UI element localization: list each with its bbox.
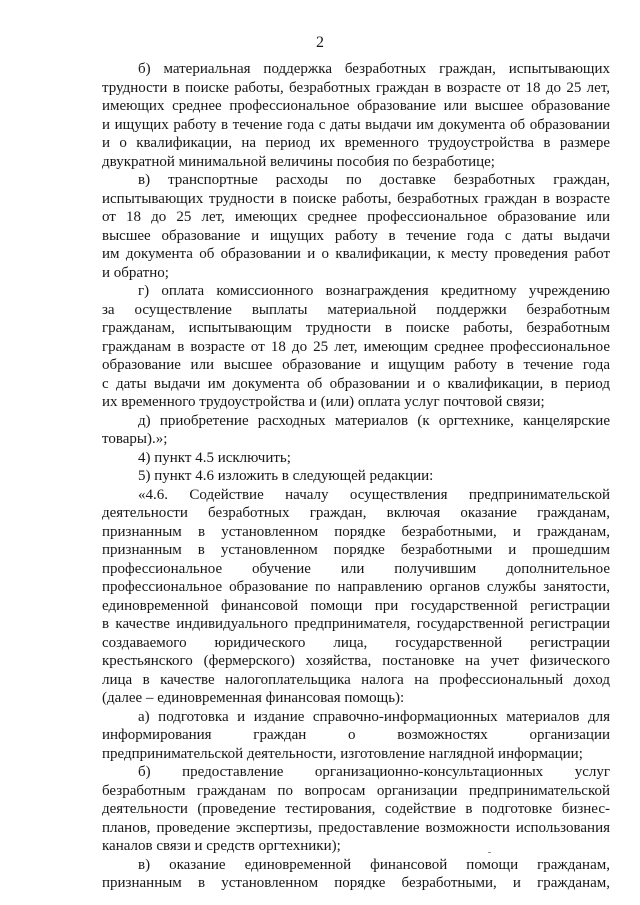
text-line: признанным в установленном порядке безработными и прошедшим [102,542,610,558]
text-line: «4.6. Содействие началу осуществления предпринимательской [138,486,610,503]
scan-speck [488,852,491,853]
text-line: д) приобретение расходных материалов (к оргтехнике, канцелярские [138,412,610,429]
text-line: и ищущих работу в течение года с даты выдачи им документа об образовании [102,116,610,133]
text-line: их временного трудоустройства и (или) оплата услуг почтовой связи; [102,394,545,410]
document-body [102,60,610,893]
text-line: имеющих среднее профессиональное образование или высшее образование [102,98,610,114]
text-line: с даты выдачи им документа об образовании и о квалификации, в период [102,375,610,392]
text-line: деятельности (проведение тестирования, содействие в подготовке бизнес- [102,801,610,817]
text-line: признанным в установленном порядке безработными, и гражданам, [102,523,610,540]
text-line: предпринимательской деятельности, изготовление наглядной информации; [102,745,583,762]
text-line: каналов связи и средств оргтехники); [102,838,341,854]
text-line: за осуществление выплаты материальной поддержки безработным [102,301,610,318]
text-line: гражданам в возрасте от 18 до 25 лет, имеющим среднее профессиональное [102,338,610,355]
text-line: а) подготовка и издание справочно-информационных материалов для [138,708,610,725]
text-line: в) транспортные расходы по доставке безработных граждан, [138,172,610,188]
text-line: признанным в установленном порядке безработными, и гражданам, [102,875,610,891]
text-line: в качестве индивидуального предпринимателя, государственной регистрации [102,616,610,632]
text-line: г) оплата комиссионного вознаграждения кредитному учреждению [138,283,610,299]
text-line: создаваемого юридического лица, государственной регистрации [102,634,610,651]
text-line: информирования граждан о возможностях организации [102,727,610,743]
page-number: 2 [316,34,324,51]
text-line: от 18 до 25 лет, имеющих среднее профессиональное образование или [102,209,610,225]
text-line: безработным гражданам по вопросам организации предпринимательской [102,782,610,799]
text-line: б) материальная поддержка безработных граждан, испытывающих [138,61,610,77]
text-line: 5) пункт 4.6 изложить в следующей редакции: [138,468,434,484]
text-line: высшее образование и ищущих работу в течение года с даты выдачи [102,227,610,244]
text-line: лица в качестве налогоплательщика налога на профессиональный доход [102,671,610,688]
text-line: испытывающих трудности в поиске работы, безработных граждан в возрасте [102,190,610,207]
text-line: трудности в поиске работы, безработных граждан в возрасте от 18 до 25 лет, [102,79,610,96]
text-line: единовременной финансовой помощи при государственной регистрации [102,597,610,614]
text-line: планов, проведение экспертизы, предоставление возможности использования [102,819,610,836]
text-line: образование или высшее образование и ищущим работу в течение года [102,357,610,373]
text-line: и обратно; [102,264,169,281]
text-line: товары).»; [102,431,168,447]
text-line: и о квалификации, на период их временного трудоустройства в размере [102,135,610,151]
text-line: 4) пункт 4.5 исключить; [138,449,291,466]
text-line: в) оказание единовременной финансовой помощи гражданам, [138,856,610,873]
text-line: (далее – единовременная финансовая помощь): [102,690,405,706]
text-line: им документа об образовании и о квалификации, к месту проведения работ [102,246,610,262]
text-line: профессиональное обучение или получившим дополнительное [102,560,610,577]
text-line: деятельности безработных граждан, включая оказание гражданам, [102,505,610,521]
text-line: профессиональное образование по направлению органов службы занятости, [102,579,610,595]
text-line: крестьянского (фермерского) хозяйства, постановке на учет физического [102,653,610,669]
text-line: двукратной минимальной величины пособия по безработице; [102,153,495,170]
text-line: б) предоставление организационно-консультационных услуг [138,764,610,780]
text-line: гражданам, испытывающим трудности в поиске работы, безработным [102,320,610,336]
